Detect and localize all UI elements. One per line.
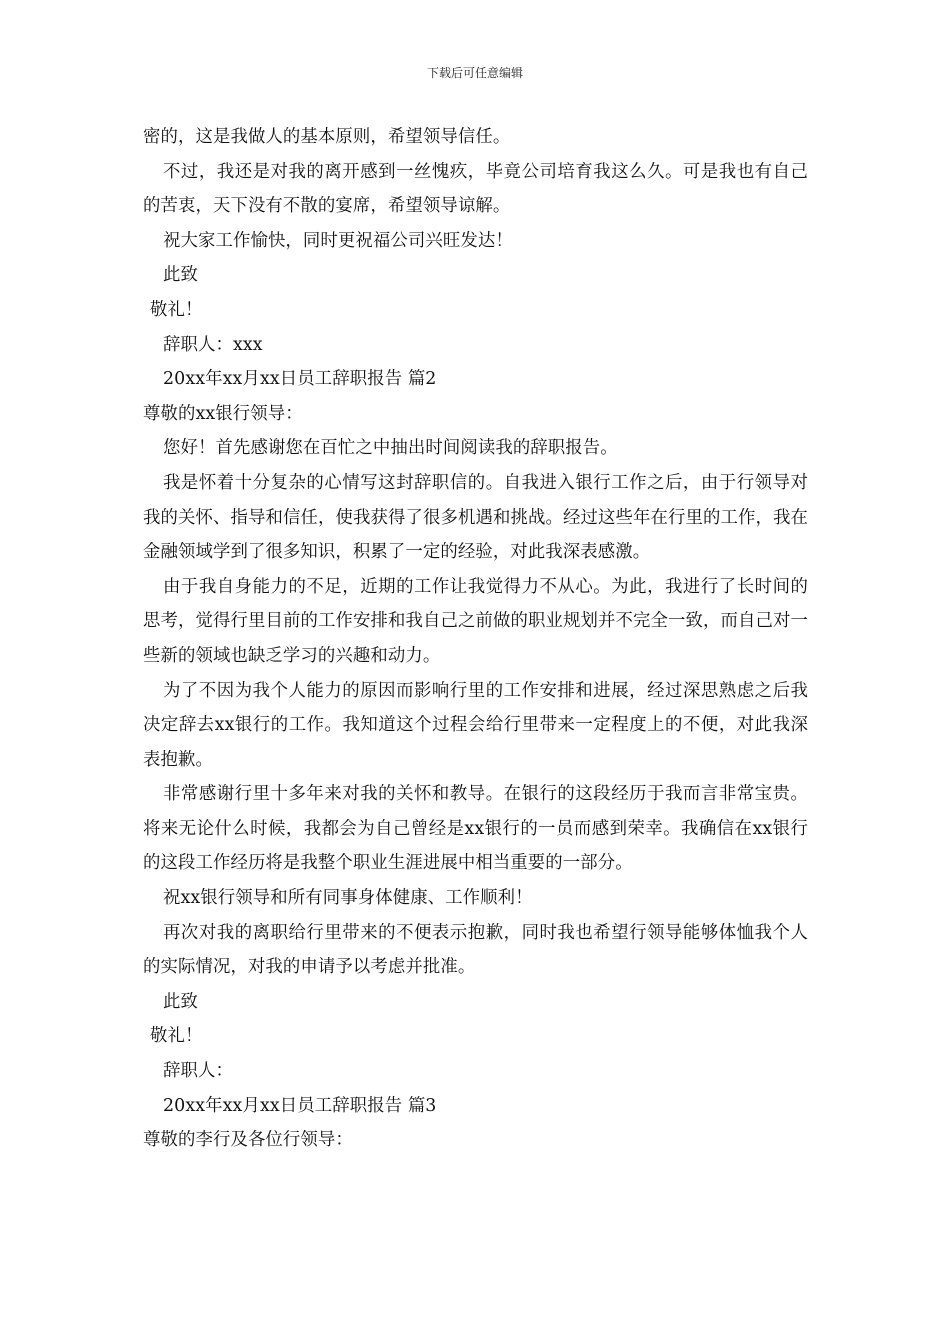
paragraph: 再次对我的离职给行里带来的不便表示抱歉，同时我也希望行领导能够体恤我个人的实际情况，对我的申请予以考虑并批准。 xyxy=(143,922,808,978)
closing-salute: 敬礼！ xyxy=(150,299,203,320)
signature-line: 辞职人： xyxy=(163,1061,233,1082)
section-title: 20xx年xx月xx日员工辞职报告 篇3 xyxy=(163,1095,437,1116)
document-body xyxy=(143,120,808,1158)
salutation: 尊敬的xx银行领导： xyxy=(143,403,303,424)
section-title: 20xx年xx月xx日员工辞职报告 篇2 xyxy=(163,369,437,390)
paragraph: 由于我自身能力的不足，近期的工作让我觉得力不从心。为此，我进行了长时间的思考，觉得行里目前的工作安排和我自己之前做的职业规划并不完全一致，而自己对一些新的领域也缺乏学习的兴趣和动力。 xyxy=(143,576,808,666)
signature-line: 辞职人：xxx xyxy=(163,334,263,355)
paragraph: 非常感谢行里十多年来对我的关怀和教导。在银行的这段经历于我而言非常宝贵。将来无论什么时候，我都会为自己曾经是xx银行的一员而感到荣幸。我确信在xx银行的这段工作经历将是我整个职业生涯进展中相当重要的一部分。 xyxy=(143,784,808,874)
salutation: 尊敬的李行及各位行领导： xyxy=(143,1130,353,1151)
page-header: 下载后可任意编辑 xyxy=(426,66,523,80)
closing-wish: 祝xx银行领导和所有同事身体健康、工作顺利！ xyxy=(163,888,533,909)
paragraph-continuation: 密的，这是我做人的基本原则，希望领导信任。 xyxy=(143,127,511,147)
paragraph: 您好！首先感谢您在百忙之中抽出时间阅读我的辞职报告。 xyxy=(163,438,618,459)
paragraph: 不过，我还是对我的离开感到一丝愧疚，毕竟公司培育我这么久。可是我也有自己的苦衷，天下没有不散的宴席，希望领导谅解。 xyxy=(143,161,808,217)
closing-wish: 祝大家工作愉快，同时更祝福公司兴旺发达！ xyxy=(163,230,513,251)
closing-salute: 敬礼！ xyxy=(150,1026,203,1047)
closing-greeting: 此致 xyxy=(163,991,198,1012)
paragraph: 为了不因为我个人能力的原因而影响行里的工作安排和进展，经过深思熟虑之后我决定辞去xx银行的工作。我知道这个过程会给行里带来一定程度上的不便，对此我深表抱歉。 xyxy=(143,680,808,770)
closing-greeting: 此致 xyxy=(163,265,198,286)
paragraph: 我是怀着十分复杂的心情写这封辞职信的。自我进入银行工作之后，由于行领导对我的关怀、指导和信任，使我获得了很多机遇和挑战。经过这些年在行里的工作，我在金融领域学到了很多知识，积累了一定的经验，对此我深表感激。 xyxy=(143,472,808,563)
